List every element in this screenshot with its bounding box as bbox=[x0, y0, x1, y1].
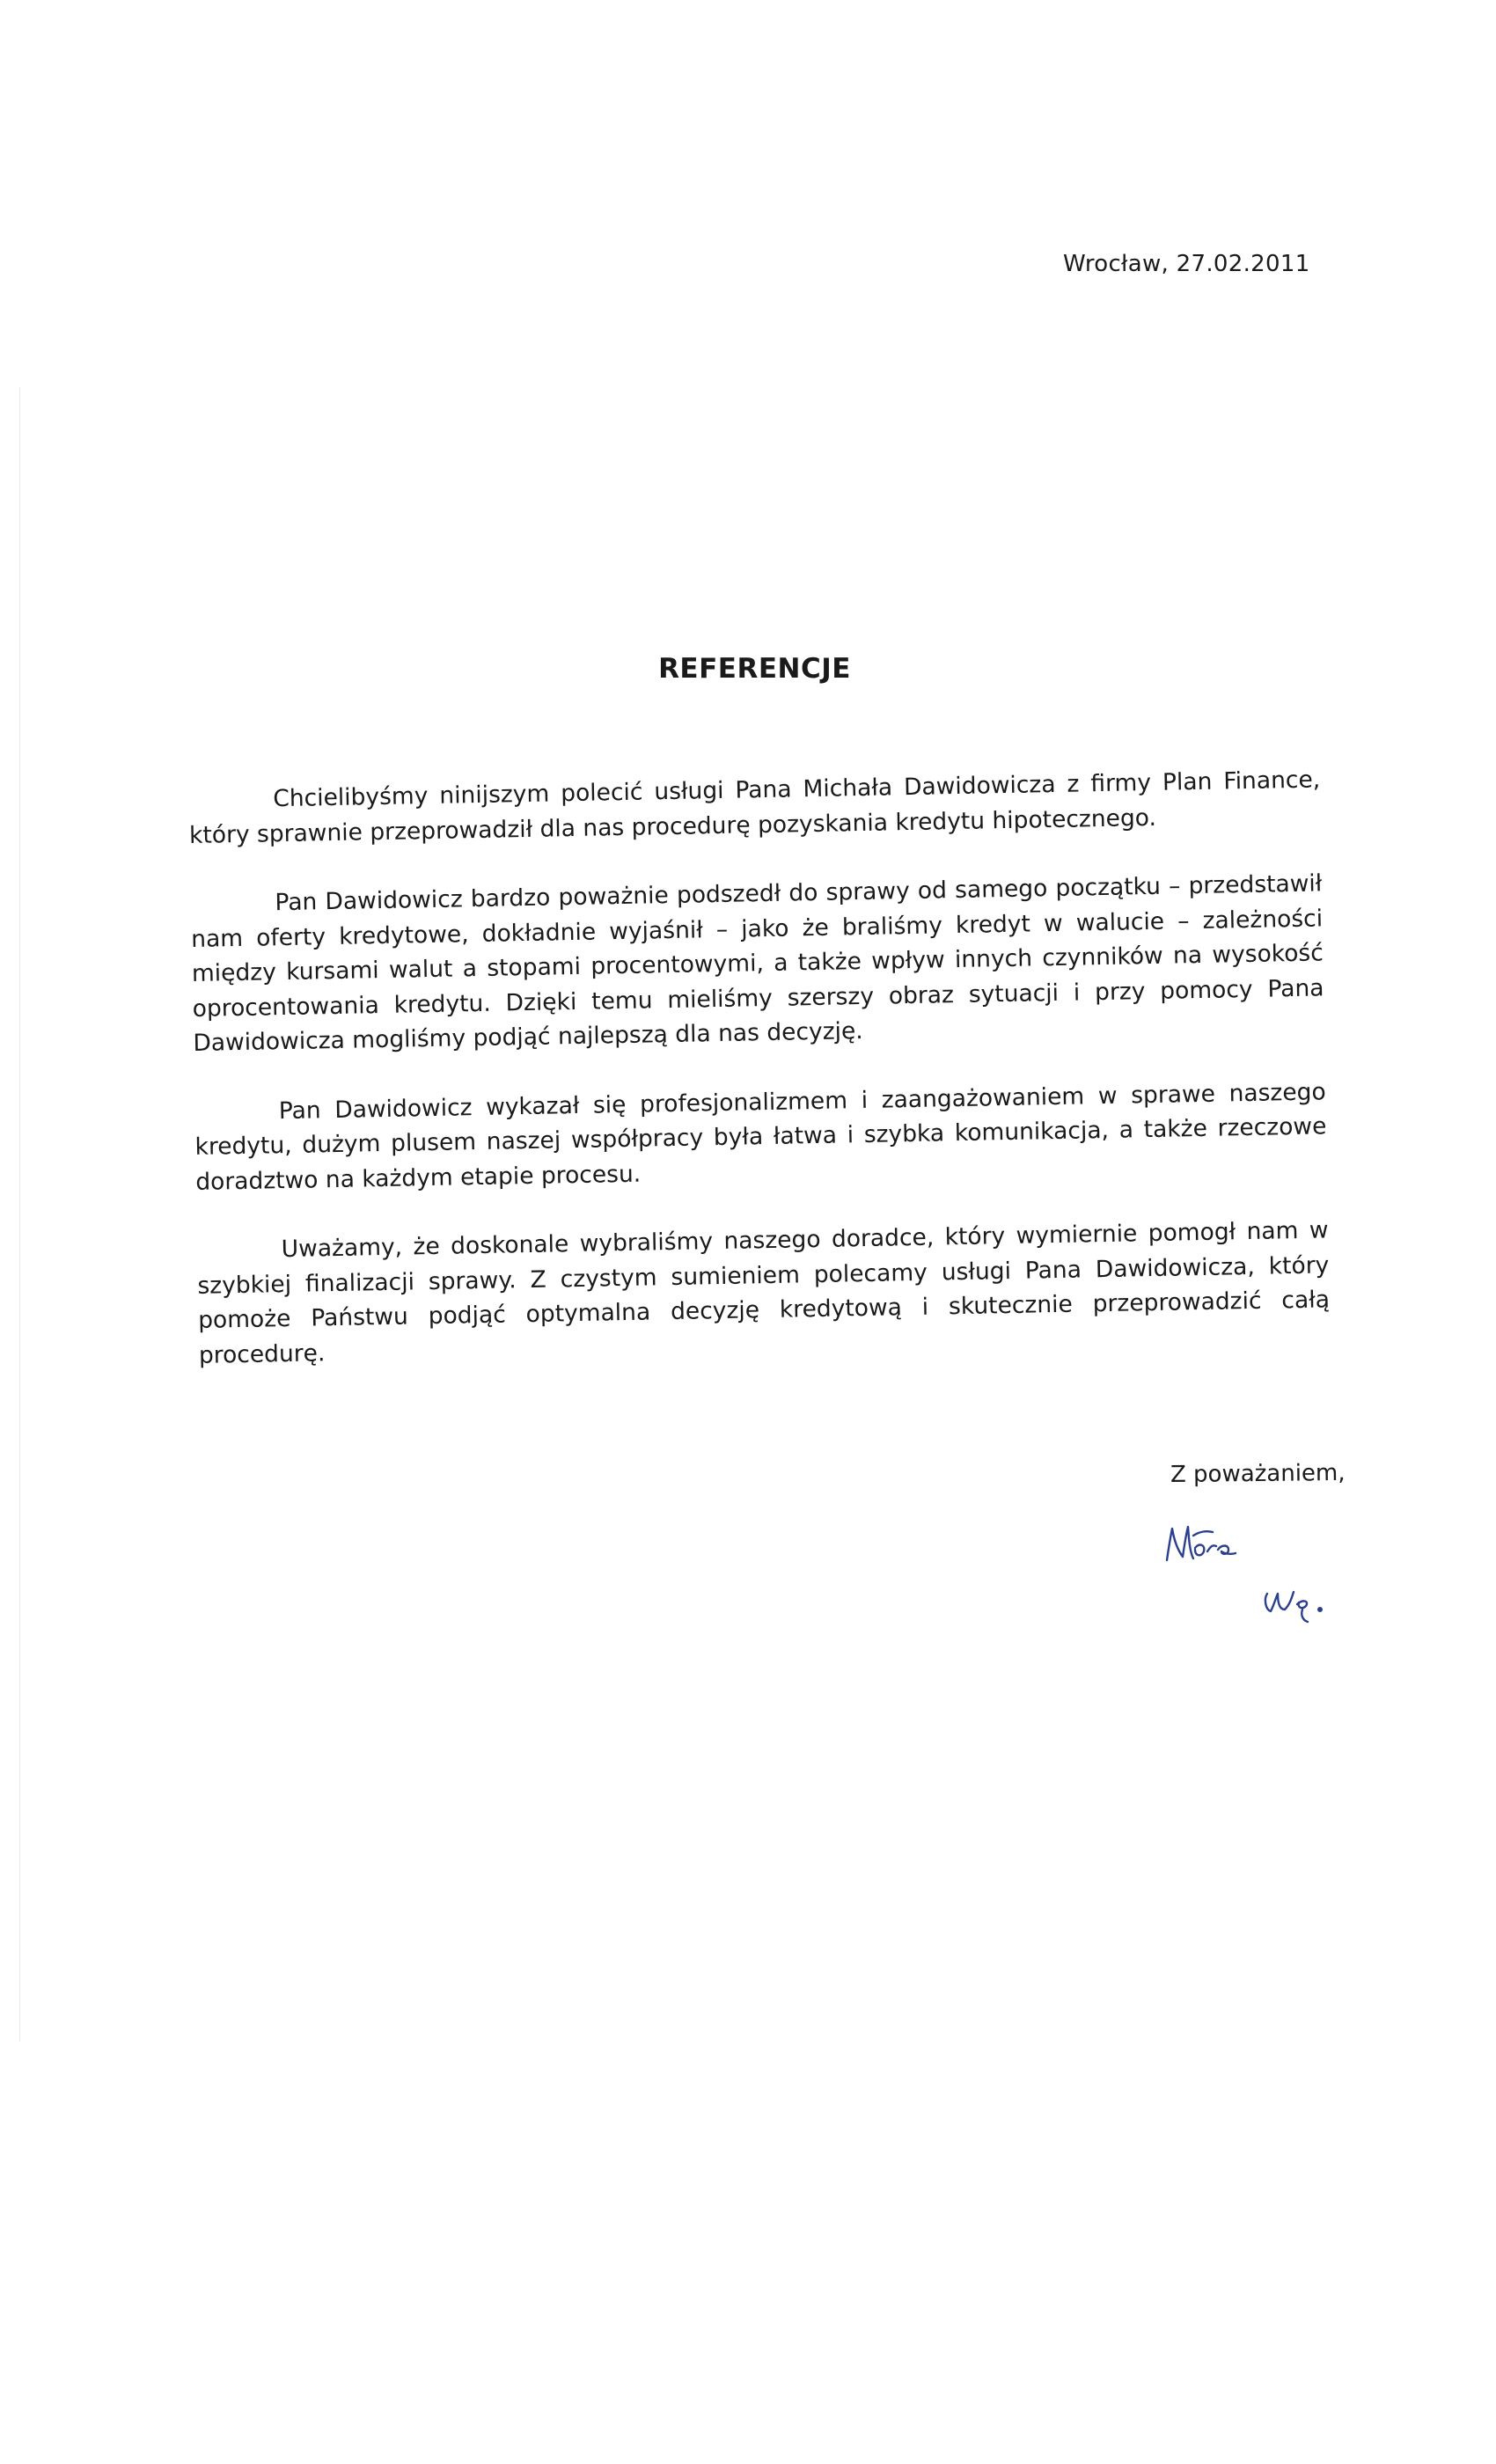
letter-date: Wrocław, 27.02.2011 bbox=[1063, 251, 1310, 277]
letter-closing: Z poważaniem, bbox=[1170, 1459, 1346, 1489]
signature-line-2 bbox=[1265, 1592, 1322, 1622]
letter-body bbox=[188, 762, 1331, 1406]
paragraph-2: Pan Dawidowicz bardzo poważnie podszedł do sprawy od samego początku – przedstawił nam oferty kredytowe, dokładnie wyjaśnił – jako że braliśmy kredyt w walucie – zależności między kursami walut a stopami procentowymi, a także wpływ innych czynników na wysokość oprocentowania kredytu. Dzięki temu mieliśmy szerszy obraz sytuacji i przy pomocy Pana Dawidowicza mogliśmy podjąć najlepszą dla nas decyzję. bbox=[190, 869, 1324, 1057]
paragraph-3: Pan Dawidowicz wykazał się profesjonalizmem i zaangażowaniem w sprawe naszego kredytu, dużym plusem naszej współpracy była łatwa i szybka komunikacja, a także rzeczowe doradztwo na każdym etapie procesu. bbox=[194, 1077, 1327, 1196]
paragraph-1: Chcielibyśmy ninijszym polecić usługi Pana Michała Dawidowicza z firmy Plan Finance, który sprawnie przeprowadził dla nas procedurę pozyskania kredytu hipotecznego. bbox=[188, 766, 1321, 849]
letter-title bbox=[0, 653, 1496, 685]
handwritten-signature bbox=[1160, 1518, 1371, 1641]
signature-line-1 bbox=[1167, 1527, 1236, 1560]
letter-title-text: REFERENCJE bbox=[658, 653, 851, 685]
scan-edge-line bbox=[19, 387, 20, 2042]
paragraph-4: Uważamy, że doskonale wybraliśmy naszego doradce, który wymiernie pomogł nam w szybkiej finalizacji sprawy. Z czystym sumieniem polecamy usługi Pana Dawidowicza, który pomoże Państwu podjąć optymalna decyzję kredytową i skutecznie przeprowadzić całą procedurę. bbox=[197, 1216, 1331, 1369]
